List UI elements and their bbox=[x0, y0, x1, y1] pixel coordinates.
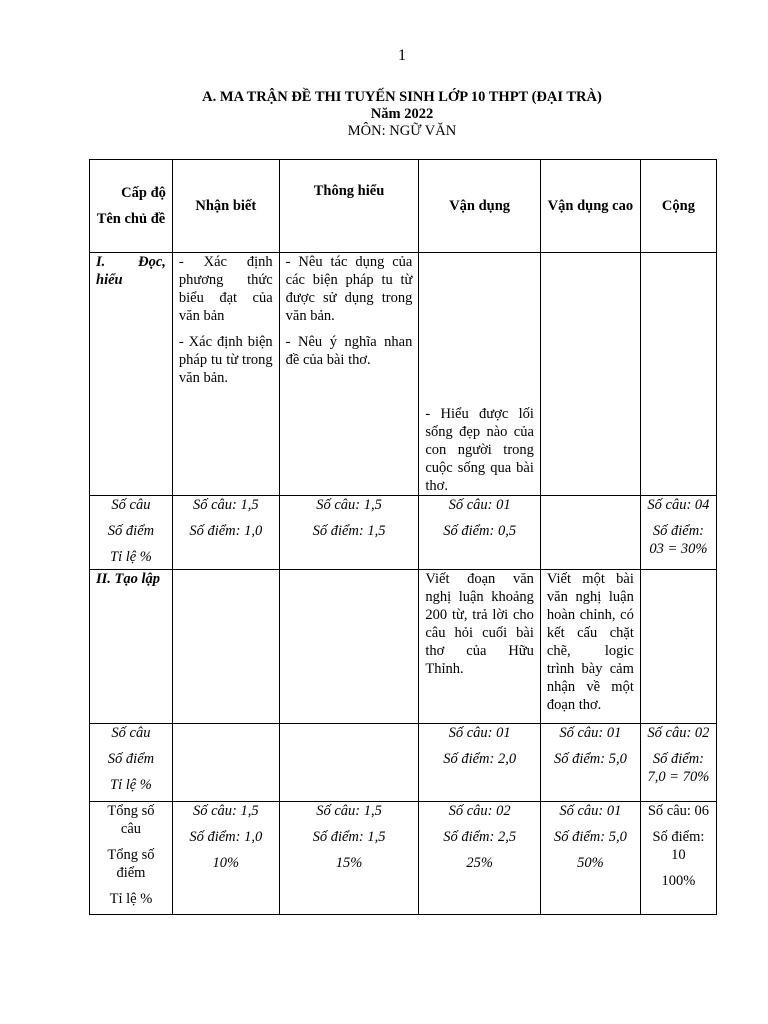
stat-ti-le: 50% bbox=[577, 855, 604, 871]
stat-diem: Số điểm: 2,0 bbox=[443, 751, 517, 767]
section1-vdc-stats bbox=[540, 496, 640, 570]
stat-ti-le: 25% bbox=[466, 855, 493, 871]
section1-cong bbox=[640, 253, 716, 496]
section2-thong-hieu bbox=[279, 570, 419, 724]
label-so-diem: Số điểm bbox=[107, 751, 155, 767]
label-ti-le: Tỉ lệ % bbox=[110, 549, 152, 565]
stat-diem: Số điểm: 1,0 bbox=[189, 829, 263, 845]
exam-matrix-table bbox=[89, 159, 717, 915]
section2-content-row bbox=[90, 570, 717, 724]
stat-diem: Số điểm: 5,0 bbox=[553, 829, 627, 845]
section2-topic bbox=[90, 570, 173, 724]
section2-van-dung bbox=[419, 570, 541, 724]
stat-ti-le: 100% bbox=[661, 873, 696, 889]
section2-cong bbox=[640, 570, 716, 724]
section1-topic bbox=[90, 253, 173, 496]
stat-cau: Số câu: 01 bbox=[559, 725, 622, 741]
totals-vdc bbox=[540, 802, 640, 915]
stat-cau: Số câu: 02 bbox=[448, 803, 511, 819]
label-so-cau: Số câu bbox=[111, 725, 151, 741]
section1-nb-stats bbox=[172, 496, 279, 570]
totals-row bbox=[90, 802, 717, 915]
stat-diem: Số điểm: 10 bbox=[652, 829, 705, 863]
section2-van-dung-cao bbox=[540, 570, 640, 724]
stat-cau: Số câu: 01 bbox=[559, 803, 622, 819]
stat-diem: Số điểm: 03 = 30% bbox=[649, 523, 708, 557]
totals-nb bbox=[172, 802, 279, 915]
header-topic-name: Tên chủ đề bbox=[96, 211, 166, 227]
stat-cau: Số câu: 01 bbox=[448, 725, 511, 741]
label-so-cau: Số câu bbox=[111, 497, 151, 513]
document-header bbox=[0, 89, 768, 140]
stat-cau: Số câu: 1,5 bbox=[316, 803, 382, 819]
stat-diem: Số điểm: 1,0 bbox=[189, 523, 263, 539]
section2-cong-stats bbox=[640, 724, 716, 802]
section1-stats-labels bbox=[90, 496, 173, 570]
header-cong: Cộng bbox=[640, 160, 716, 253]
section2-stats-row bbox=[90, 724, 717, 802]
stat-cau: Số câu: 1,5 bbox=[316, 497, 382, 513]
section2-stats-labels bbox=[90, 724, 173, 802]
section1-nb-item2: - Xác định biện pháp tu từ trong văn bản. bbox=[178, 334, 273, 386]
section1-vd-item1: - Hiểu được lối sống đẹp nào của con người trong cuộc sống qua bài thơ. bbox=[425, 406, 534, 494]
header-row bbox=[90, 160, 717, 253]
label-ti-le: Tỉ lệ % bbox=[110, 777, 152, 793]
label-tong-so-cau: Tổng số câu bbox=[107, 803, 155, 837]
stat-diem: Số điểm: 2,5 bbox=[443, 829, 517, 845]
section1-cong-stats bbox=[640, 496, 716, 570]
section1-th-item1: - Nêu tác dụng của các biện pháp tu từ được sử dụng trong văn bản. bbox=[285, 254, 413, 324]
section2-vd-stats bbox=[419, 724, 541, 802]
section2-topic-label: II. Tạo lập bbox=[96, 571, 161, 587]
stat-diem: Số điểm: 7,0 = 70% bbox=[647, 751, 710, 785]
totals-th bbox=[279, 802, 419, 915]
section1-nhan-biet bbox=[172, 253, 279, 496]
header-van-dung: Vận dụng bbox=[419, 160, 541, 253]
stat-cau: Số câu: 02 bbox=[647, 725, 710, 741]
totals-cong bbox=[640, 802, 716, 915]
stat-diem: Số điểm: 5,0 bbox=[553, 751, 627, 767]
label-so-diem: Số điểm bbox=[107, 523, 155, 539]
document-year: Năm 2022 bbox=[370, 106, 434, 122]
header-van-dung-cao: Vận dụng cao bbox=[540, 160, 640, 253]
stat-diem: Số điểm: 1,5 bbox=[312, 829, 386, 845]
stat-cau: Số câu: 06 bbox=[647, 803, 710, 819]
stat-cau: Số câu: 04 bbox=[647, 497, 710, 513]
header-level: Cấp độ bbox=[121, 185, 166, 201]
section1-content-row bbox=[90, 253, 717, 496]
totals-vd bbox=[419, 802, 541, 915]
stat-cau: Số câu: 1,5 bbox=[192, 803, 259, 819]
section1-nb-item1: - Xác định phương thức biểu đạt của văn bản bbox=[178, 254, 273, 324]
document-title: A. MA TRẬN ĐỀ THI TUYẾN SINH LỚP 10 THPT (ĐẠI TRÀ) bbox=[202, 89, 602, 105]
stat-diem: Số điểm: 1,5 bbox=[312, 523, 386, 539]
section1-vd-stats bbox=[419, 496, 541, 570]
section1-van-dung-cao bbox=[540, 253, 640, 496]
stat-ti-le: 15% bbox=[335, 855, 363, 871]
label-ti-le: Tỉ lệ % bbox=[109, 891, 153, 907]
section1-thong-hieu bbox=[279, 253, 419, 496]
section2-vd-text: Viết đoạn văn nghị luận khoảng 200 từ, trả lời cho câu hỏi cuối bài thơ của Hữu Thỉnh. bbox=[425, 571, 534, 677]
stat-diem: Số điểm: 0,5 bbox=[443, 523, 517, 539]
section2-th-stats bbox=[279, 724, 419, 802]
corner-header-cell bbox=[90, 160, 173, 253]
section2-vdc-text: Viết một bài văn nghị luận hoàn chỉnh, có kết cấu chặt chẽ, logic trình bày cảm nhận về một đoạn thơ. bbox=[546, 571, 634, 713]
section1-topic-label: I. Đọc, hiểu bbox=[96, 254, 166, 288]
label-tong-so-diem: Tổng số điểm bbox=[107, 847, 155, 881]
totals-labels bbox=[90, 802, 173, 915]
section1-th-item2: - Nêu ý nghĩa nhan đề của bài thơ. bbox=[285, 334, 413, 368]
stat-cau: Số câu: 1,5 bbox=[192, 497, 259, 513]
section1-th-stats bbox=[279, 496, 419, 570]
stat-ti-le: 10% bbox=[212, 855, 240, 871]
stat-cau: Số câu: 01 bbox=[448, 497, 511, 513]
section2-vdc-stats bbox=[540, 724, 640, 802]
page-number: 1 bbox=[398, 47, 406, 64]
header-thong-hieu: Thông hiểu bbox=[279, 160, 419, 253]
section2-nhan-biet bbox=[172, 570, 279, 724]
section2-nb-stats bbox=[172, 724, 279, 802]
section1-stats-row bbox=[90, 496, 717, 570]
section1-van-dung bbox=[419, 253, 541, 496]
header-nhan-biet: Nhận biết bbox=[172, 160, 279, 253]
document-subject: MÔN: NGỮ VĂN bbox=[347, 123, 457, 139]
